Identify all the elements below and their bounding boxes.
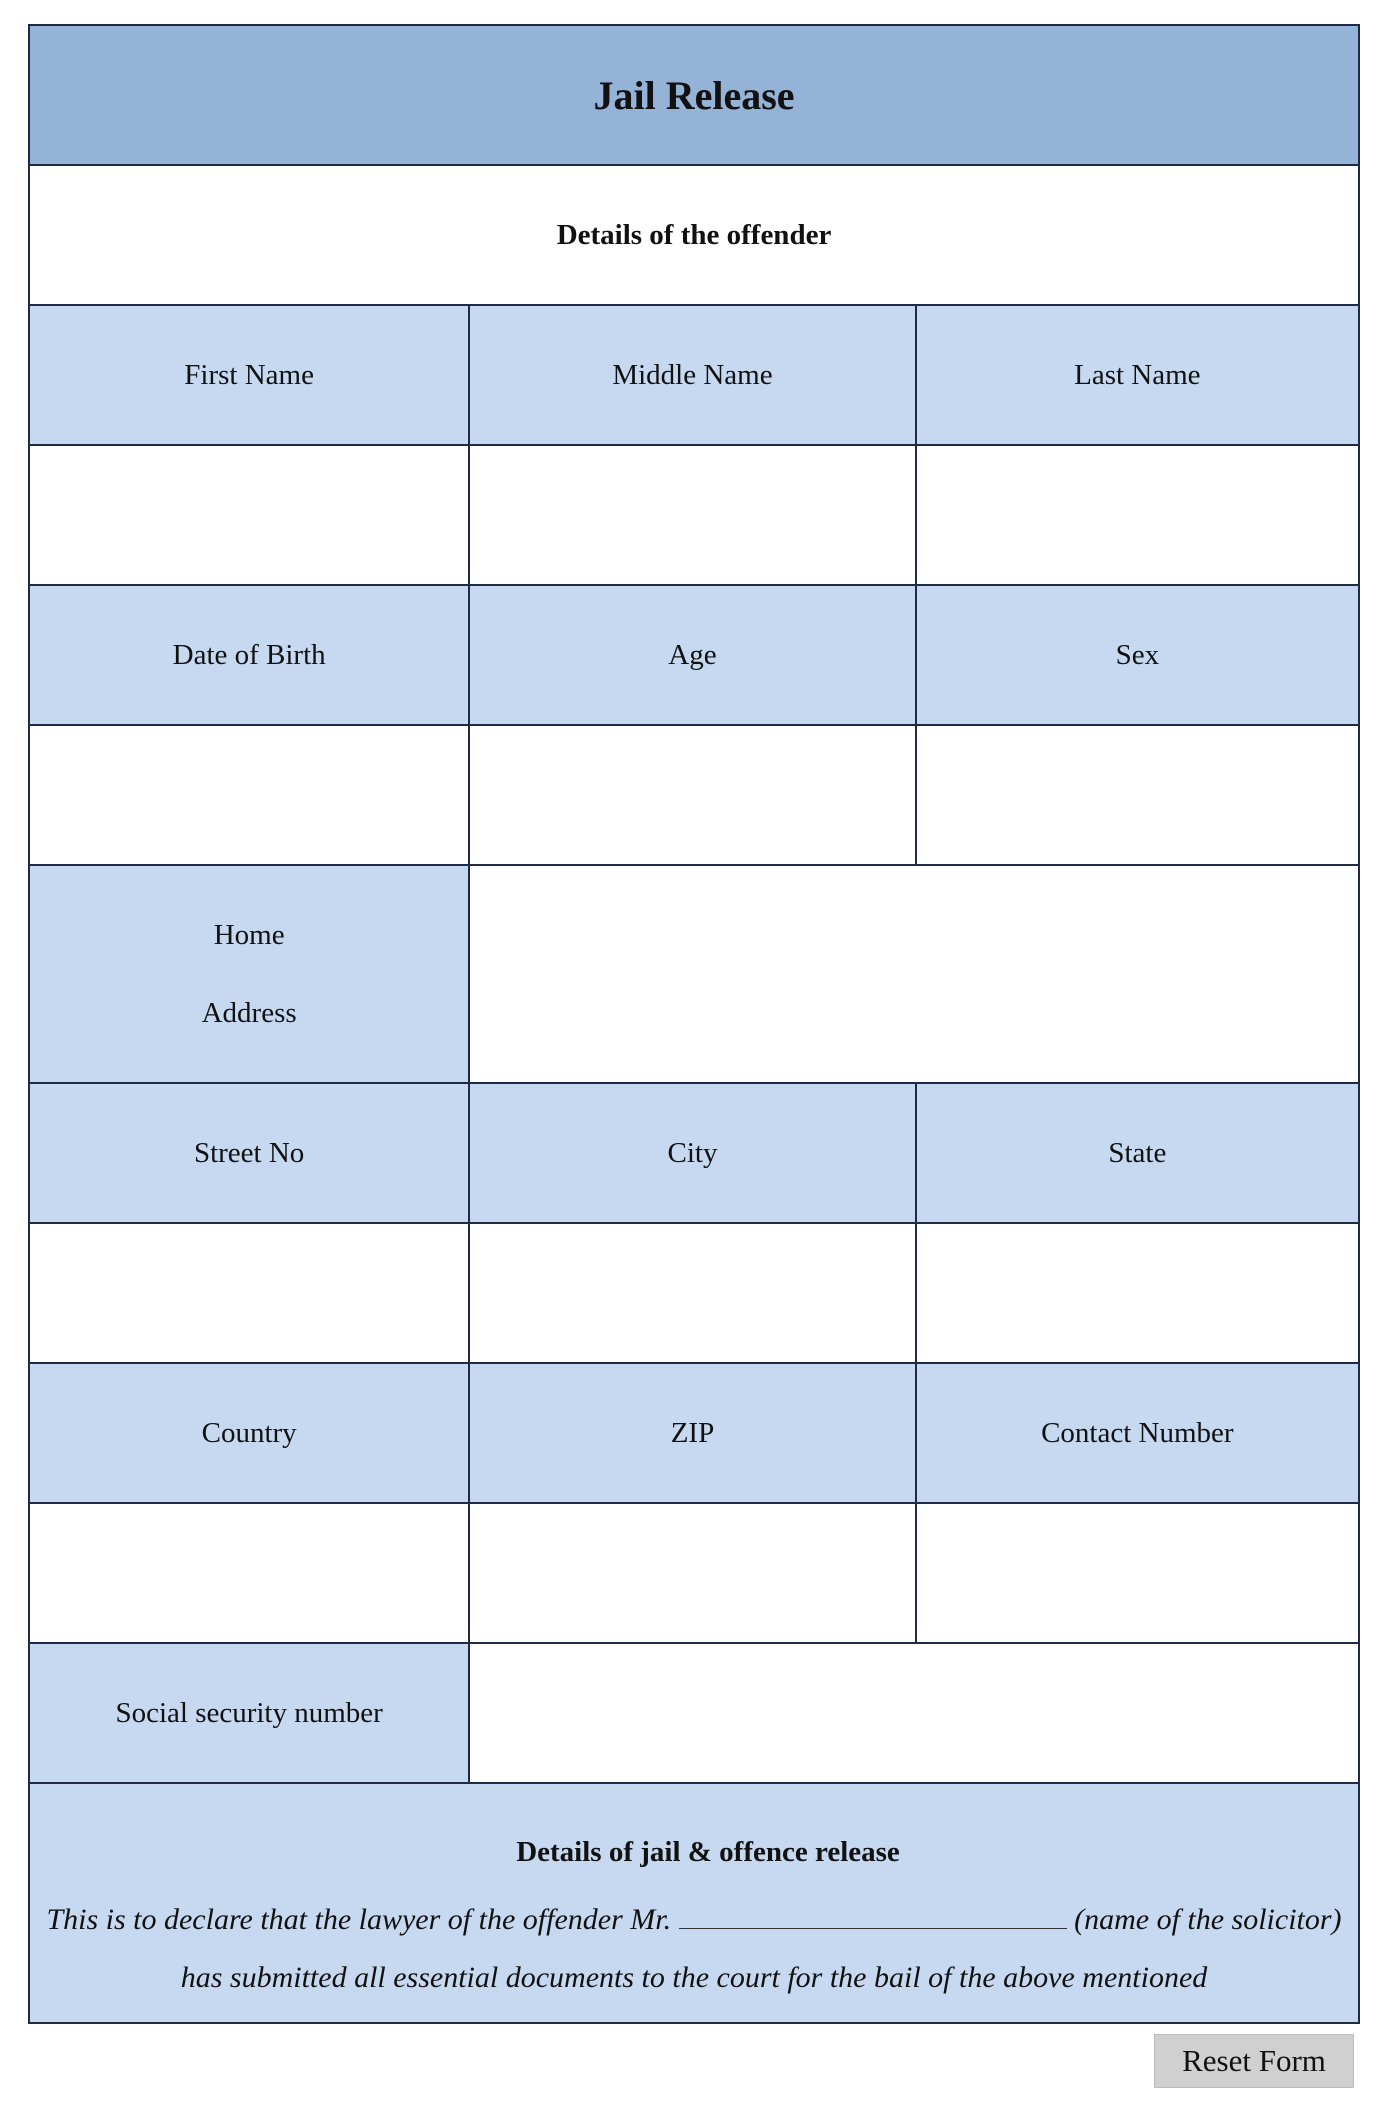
date-of-birth-cell: [29, 725, 469, 865]
state-input[interactable]: [917, 1224, 1358, 1362]
country-cell: [29, 1503, 469, 1643]
street-no-label: Street No: [29, 1083, 469, 1223]
last-name-cell: [916, 445, 1359, 585]
state-cell: [916, 1223, 1359, 1363]
city-cell: [469, 1223, 915, 1363]
declaration-text-start: This is to declare that the lawyer of the offender Mr.: [46, 1902, 679, 1936]
street-no-cell: [29, 1223, 469, 1363]
home-address-label-line1: Home: [213, 919, 285, 951]
home-address-label: [29, 865, 469, 1083]
age-input[interactable]: [470, 726, 914, 864]
city-label: City: [469, 1083, 915, 1223]
country-input[interactable]: [30, 1504, 468, 1642]
contact-number-input[interactable]: [917, 1504, 1358, 1642]
ssn-cell: [469, 1643, 1359, 1783]
release-section: [29, 1783, 1359, 2023]
sex-input[interactable]: [917, 726, 1358, 864]
age-label: Age: [469, 585, 915, 725]
street-no-input[interactable]: [30, 1224, 468, 1362]
contact-number-cell: [916, 1503, 1359, 1643]
last-name-label: Last Name: [916, 305, 1359, 445]
age-cell: [469, 725, 915, 865]
zip-input[interactable]: [470, 1504, 914, 1642]
first-name-label: First Name: [29, 305, 469, 445]
date-of-birth-input[interactable]: [30, 726, 468, 864]
ssn-input[interactable]: [470, 1644, 1358, 1782]
sex-cell: [916, 725, 1359, 865]
contact-number-label: Contact Number: [916, 1363, 1359, 1503]
zip-cell: [469, 1503, 915, 1643]
home-address-label-line2: Address: [201, 997, 297, 1029]
middle-name-cell: [469, 445, 915, 585]
release-declaration-text: [30, 1891, 1358, 2007]
reset-form-button[interactable]: Reset Form: [1154, 2034, 1354, 2088]
sex-label: Sex: [916, 585, 1359, 725]
middle-name-input[interactable]: [470, 446, 914, 584]
home-address-input[interactable]: [470, 866, 1358, 1082]
form-title: Jail Release: [29, 25, 1359, 165]
section-heading-offender: Details of the offender: [29, 165, 1359, 305]
middle-name-label: Middle Name: [469, 305, 915, 445]
home-address-cell: [469, 865, 1359, 1083]
first-name-input[interactable]: [30, 446, 468, 584]
state-label: State: [916, 1083, 1359, 1223]
zip-label: ZIP: [469, 1363, 915, 1503]
first-name-cell: [29, 445, 469, 585]
declaration-text-end: (name of the solicitor) has submitted all essential documents to the court for the bail of the above mentioned: [180, 1902, 1342, 1994]
city-input[interactable]: [470, 1224, 914, 1362]
last-name-input[interactable]: [917, 446, 1358, 584]
section-heading-release: Details of jail & offence release: [516, 1835, 900, 1868]
jail-release-form: [28, 24, 1360, 2024]
solicitor-name-blank[interactable]: [679, 1902, 1067, 1929]
ssn-label: Social security number: [29, 1643, 469, 1783]
country-label: Country: [29, 1363, 469, 1503]
date-of-birth-label: Date of Birth: [29, 585, 469, 725]
